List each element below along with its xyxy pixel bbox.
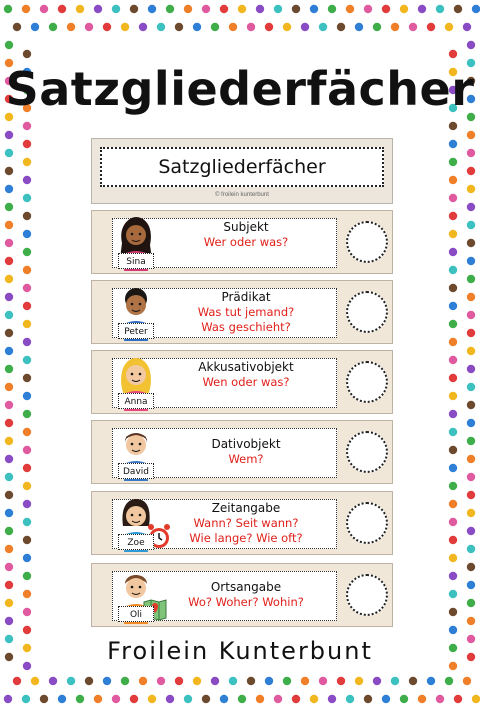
border-dot: [449, 536, 457, 544]
border-dot: [400, 695, 408, 703]
border-dot: [463, 23, 471, 31]
border-dot: [5, 581, 13, 589]
row-ortsangabe: [91, 563, 393, 627]
border-dot: [166, 695, 174, 703]
border-dot: [373, 677, 381, 685]
border-dot: [445, 677, 453, 685]
border-dot: [94, 695, 102, 703]
header-card-title: Satzgliederfächer: [100, 147, 384, 187]
border-dot: [467, 545, 475, 553]
border-dot: [49, 677, 57, 685]
border-dot: [5, 185, 13, 193]
border-dot: [157, 677, 165, 685]
border-dot: [85, 677, 93, 685]
border-dot: [23, 626, 31, 634]
border-dot: [449, 140, 457, 148]
empty-circle: [346, 431, 388, 473]
border-dot: [247, 23, 255, 31]
empty-circle: [346, 361, 388, 403]
border-dot: [148, 695, 156, 703]
border-dot: [5, 149, 13, 157]
border-dot: [467, 221, 475, 229]
border-dot: [130, 5, 138, 13]
border-dot: [67, 23, 75, 31]
name-tag: Peter: [118, 323, 154, 339]
border-dot: [274, 695, 282, 703]
border-dot: [265, 677, 273, 685]
row-title: Subjekt: [223, 220, 269, 234]
border-dot: [328, 695, 336, 703]
border-dot: [467, 527, 475, 535]
border-dot: [23, 284, 31, 292]
border-dot: [355, 677, 363, 685]
row-title: Prädikat: [221, 290, 271, 304]
row-question: Wem?: [228, 452, 264, 466]
header-card: [91, 138, 393, 204]
border-dot: [409, 677, 417, 685]
page-title: Satzgliederfächer: [5, 62, 475, 116]
border-dot: [23, 608, 31, 616]
border-dot: [467, 365, 475, 373]
border-dot: [400, 5, 408, 13]
border-dot: [467, 563, 475, 571]
border-dot: [449, 284, 457, 292]
border-dot: [5, 203, 13, 211]
border-dot: [23, 392, 31, 400]
border-dot: [449, 554, 457, 562]
border-dot: [40, 5, 48, 13]
border-dot: [449, 50, 457, 58]
border-dot: [382, 5, 390, 13]
border-dot: [31, 23, 39, 31]
border-dot: [292, 5, 300, 13]
border-dot: [445, 23, 453, 31]
border-dot: [5, 293, 13, 301]
border-dot: [23, 248, 31, 256]
border-dot: [346, 695, 354, 703]
border-dot: [23, 194, 31, 202]
border-dot: [49, 23, 57, 31]
border-dot: [4, 695, 12, 703]
border-dot: [23, 176, 31, 184]
row-title: Ortsangabe: [210, 580, 282, 594]
border-dot: [193, 677, 201, 685]
border-dot: [23, 554, 31, 562]
border-dot: [175, 677, 183, 685]
border-dot: [76, 5, 84, 13]
border-dot: [23, 518, 31, 526]
border-dot: [467, 149, 475, 157]
border-dot: [238, 695, 246, 703]
border-dot: [23, 140, 31, 148]
border-dot: [4, 5, 12, 13]
border-dot: [184, 5, 192, 13]
row-question: Wie lange? Wie oft?: [189, 531, 303, 545]
border-dot: [5, 563, 13, 571]
border-dot: [202, 5, 210, 13]
border-dot: [211, 23, 219, 31]
border-dot: [449, 230, 457, 238]
border-dot: [5, 329, 13, 337]
border-dot: [23, 464, 31, 472]
border-dot: [103, 677, 111, 685]
border-dot: [409, 23, 417, 31]
row-title: Dativobjekt: [211, 437, 281, 451]
border-dot: [319, 677, 327, 685]
border-dot: [449, 338, 457, 346]
border-dot: [5, 365, 13, 373]
border-dot: [449, 356, 457, 364]
border-dot: [319, 23, 327, 31]
name-tag: Anna: [118, 393, 154, 409]
border-dot: [463, 677, 471, 685]
border-dot: [436, 695, 444, 703]
border-dot: [94, 5, 102, 13]
border-dot: [355, 23, 363, 31]
row-question: Wer oder was?: [203, 235, 289, 249]
border-dot: [23, 212, 31, 220]
border-dot: [23, 482, 31, 490]
name-tag: Zoe: [118, 534, 154, 550]
empty-circle: [346, 291, 388, 333]
border-dot: [449, 194, 457, 202]
border-dot: [202, 695, 210, 703]
border-dot: [130, 695, 138, 703]
border-dot: [5, 311, 13, 319]
border-dot: [328, 5, 336, 13]
border-dot: [436, 5, 444, 13]
border-dot: [238, 5, 246, 13]
row-akkusativobjekt: [91, 350, 393, 414]
border-dot: [22, 5, 30, 13]
border-dot: [13, 677, 21, 685]
border-dot: [391, 677, 399, 685]
border-dot: [373, 23, 381, 31]
border-dot: [193, 23, 201, 31]
border-dot: [166, 5, 174, 13]
border-dot: [184, 695, 192, 703]
border-dot: [467, 401, 475, 409]
border-dot: [346, 5, 354, 13]
row-zeitangabe: [91, 491, 393, 555]
border-dot: [418, 5, 426, 13]
row-question: Was tut jemand?: [197, 305, 295, 319]
border-dot: [23, 410, 31, 418]
border-dot: [449, 572, 457, 580]
border-dot: [58, 695, 66, 703]
border-dot: [5, 221, 13, 229]
empty-circle: [346, 502, 388, 544]
border-dot: [337, 23, 345, 31]
border-dot: [467, 329, 475, 337]
row-question: Wann? Seit wann?: [193, 516, 299, 530]
border-dot: [467, 293, 475, 301]
border-dot: [211, 677, 219, 685]
border-dot: [265, 23, 273, 31]
row-subjekt: [91, 210, 393, 274]
border-dot: [301, 23, 309, 31]
border-dot: [5, 239, 13, 247]
row-dativobjekt: [91, 420, 393, 484]
border-dot: [23, 320, 31, 328]
border-dot: [22, 695, 30, 703]
border-dot: [382, 695, 390, 703]
border-dot: [274, 5, 282, 13]
border-dot: [449, 500, 457, 508]
border-dot: [449, 428, 457, 436]
border-dot: [76, 695, 84, 703]
border-dot: [5, 527, 13, 535]
border-dot: [449, 266, 457, 274]
border-dot: [449, 158, 457, 166]
border-dot: [40, 695, 48, 703]
border-dot: [467, 311, 475, 319]
border-dot: [467, 599, 475, 607]
border-dot: [467, 347, 475, 355]
border-dot: [229, 23, 237, 31]
border-dot: [467, 419, 475, 427]
border-dot: [23, 122, 31, 130]
border-dot: [449, 590, 457, 598]
row-question: Wo? Woher? Wohin?: [188, 595, 304, 609]
border-dot: [23, 572, 31, 580]
border-dot: [23, 590, 31, 598]
name-tag: David: [118, 463, 154, 479]
empty-circle: [346, 574, 388, 616]
border-dot: [427, 23, 435, 31]
border-dot: [449, 410, 457, 418]
border-dot: [467, 239, 475, 247]
border-dot: [13, 23, 21, 31]
border-dot: [31, 677, 39, 685]
row-praedikat: [91, 280, 393, 344]
border-dot: [23, 230, 31, 238]
border-dot: [310, 695, 318, 703]
border-dot: [5, 545, 13, 553]
border-dot: [449, 320, 457, 328]
border-dot: [23, 446, 31, 454]
border-dot: [292, 695, 300, 703]
border-dot: [449, 374, 457, 382]
border-dot: [148, 5, 156, 13]
border-dot: [449, 608, 457, 616]
row-title: Akkusativobjekt: [198, 360, 294, 374]
border-dot: [256, 5, 264, 13]
border-dot: [5, 509, 13, 517]
row-question: Was geschieht?: [201, 320, 291, 334]
row-question: Wen oder was?: [202, 375, 290, 389]
border-dot: [5, 617, 13, 625]
border-dot: [467, 581, 475, 589]
border-dot: [467, 617, 475, 625]
border-dot: [5, 599, 13, 607]
border-dot: [418, 695, 426, 703]
border-dot: [467, 473, 475, 481]
border-dot: [467, 383, 475, 391]
border-dot: [449, 446, 457, 454]
border-dot: [467, 185, 475, 193]
border-dot: [472, 695, 480, 703]
border-dot: [58, 5, 66, 13]
border-dot: [449, 392, 457, 400]
border-dot: [364, 695, 372, 703]
border-dot: [139, 677, 147, 685]
border-dot: [5, 401, 13, 409]
border-dot: [121, 23, 129, 31]
border-dot: [23, 428, 31, 436]
border-dot: [229, 677, 237, 685]
border-dot: [467, 257, 475, 265]
border-dot: [449, 626, 457, 634]
border-dot: [5, 167, 13, 175]
border-dot: [449, 302, 457, 310]
copyright-note: © froilein kunterbunt: [215, 192, 269, 198]
border-dot: [23, 356, 31, 364]
border-dot: [5, 491, 13, 499]
border-dot: [427, 677, 435, 685]
border-dot: [112, 695, 120, 703]
border-dot: [5, 347, 13, 355]
border-dot: [23, 158, 31, 166]
border-dot: [467, 437, 475, 445]
border-dot: [23, 536, 31, 544]
border-dot: [364, 5, 372, 13]
border-dot: [220, 695, 228, 703]
border-dot: [23, 50, 31, 58]
border-dot: [23, 374, 31, 382]
border-dot: [85, 23, 93, 31]
brand-footer: Froilein Kunterbunt: [107, 637, 373, 665]
border-dot: [157, 23, 165, 31]
border-dot: [454, 5, 462, 13]
border-dot: [449, 248, 457, 256]
border-dot: [337, 677, 345, 685]
border-dot: [467, 203, 475, 211]
border-dot: [310, 5, 318, 13]
border-dot: [112, 5, 120, 13]
border-dot: [283, 677, 291, 685]
border-dot: [23, 266, 31, 274]
border-dot: [247, 677, 255, 685]
border-dot: [5, 131, 13, 139]
row-title: Zeitangabe: [211, 501, 281, 515]
border-dot: [5, 257, 13, 265]
border-dot: [449, 518, 457, 526]
border-dot: [5, 473, 13, 481]
name-tag: Oli: [118, 606, 154, 622]
border-dot: [220, 5, 228, 13]
border-dot: [449, 482, 457, 490]
border-dot: [5, 437, 13, 445]
border-dot: [121, 677, 129, 685]
border-dot: [467, 491, 475, 499]
border-dot: [139, 23, 147, 31]
border-dot: [5, 455, 13, 463]
name-tag: Sina: [118, 253, 154, 269]
border-dot: [391, 23, 399, 31]
border-dot: [467, 167, 475, 175]
border-dot: [5, 41, 13, 49]
border-dot: [23, 500, 31, 508]
border-dot: [283, 23, 291, 31]
border-dot: [23, 302, 31, 310]
border-dot: [467, 131, 475, 139]
border-dot: [449, 212, 457, 220]
border-dot: [67, 677, 75, 685]
border-dot: [175, 23, 183, 31]
empty-circle: [346, 221, 388, 263]
border-dot: [449, 464, 457, 472]
border-dot: [449, 176, 457, 184]
border-dot: [5, 419, 13, 427]
border-dot: [23, 338, 31, 346]
border-dot: [256, 695, 264, 703]
border-dot: [467, 41, 475, 49]
border-dot: [5, 383, 13, 391]
border-dot: [301, 677, 309, 685]
border-dot: [454, 695, 462, 703]
border-dot: [467, 275, 475, 283]
border-dot: [467, 455, 475, 463]
border-dot: [467, 509, 475, 517]
border-dot: [472, 5, 480, 13]
border-dot: [449, 122, 457, 130]
border-dot: [103, 23, 111, 31]
border-dot: [5, 275, 13, 283]
